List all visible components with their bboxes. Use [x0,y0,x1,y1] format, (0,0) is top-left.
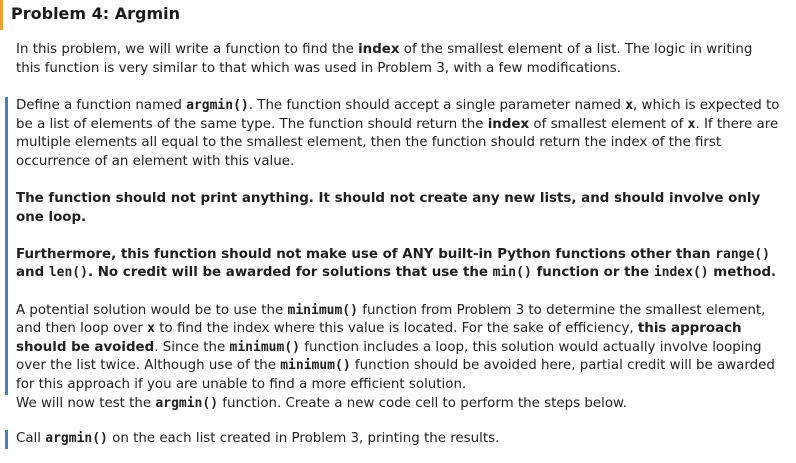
define-paragraph: Define a function named argmin(). The function should accept a single parameter named x, which is expected to be a list of elements of the same type. The function should return the index of smallest element of x. If there are multiple elements all equal to the smallest element, then the function should return the index of the first occurrence of an element with this value. [16,98,780,169]
problem-title: Problem 4: Argmin [11,4,181,23]
call-step: Call argmin() on the each list created in Problem 3, printing the results. [16,431,500,446]
rule-no-print: The function should not print anything. It should not create any new lists, and should involve only one loop. [16,190,761,225]
rule-no-builtins: Furthermore, this function should not make use of ANY built-in Python functions other than range() and len(). No credit will be awarded for solutions that use the min() function or the index() method. [16,246,777,281]
test-paragraph: We will now test the argmin() function. Create a new code cell to perform the steps below. [16,396,627,411]
intro-paragraph: In this problem, we will write a function to find the index of the smallest element of a list. The logic in writing this function is very similar to that which was used in Problem 3, with a few modifications. [16,42,753,76]
problem-heading [0,0,788,30]
potential-solution-paragraph: A potential solution would be to use the minimum() function from Problem 3 to determine the smallest element, and then loop over x to find the index where this value is located. For the sake of efficiency, this approach should be avoided. Since the minimum() function includes a loop, this solution would actually involve looping over the list twice. Although use of the minimum() function should be avoided here, partial credit will be awarded for this approach if you are unable to find a more efficient solution. [16,302,775,392]
instructions-block [5,97,780,395]
call-step-block [5,430,780,449]
